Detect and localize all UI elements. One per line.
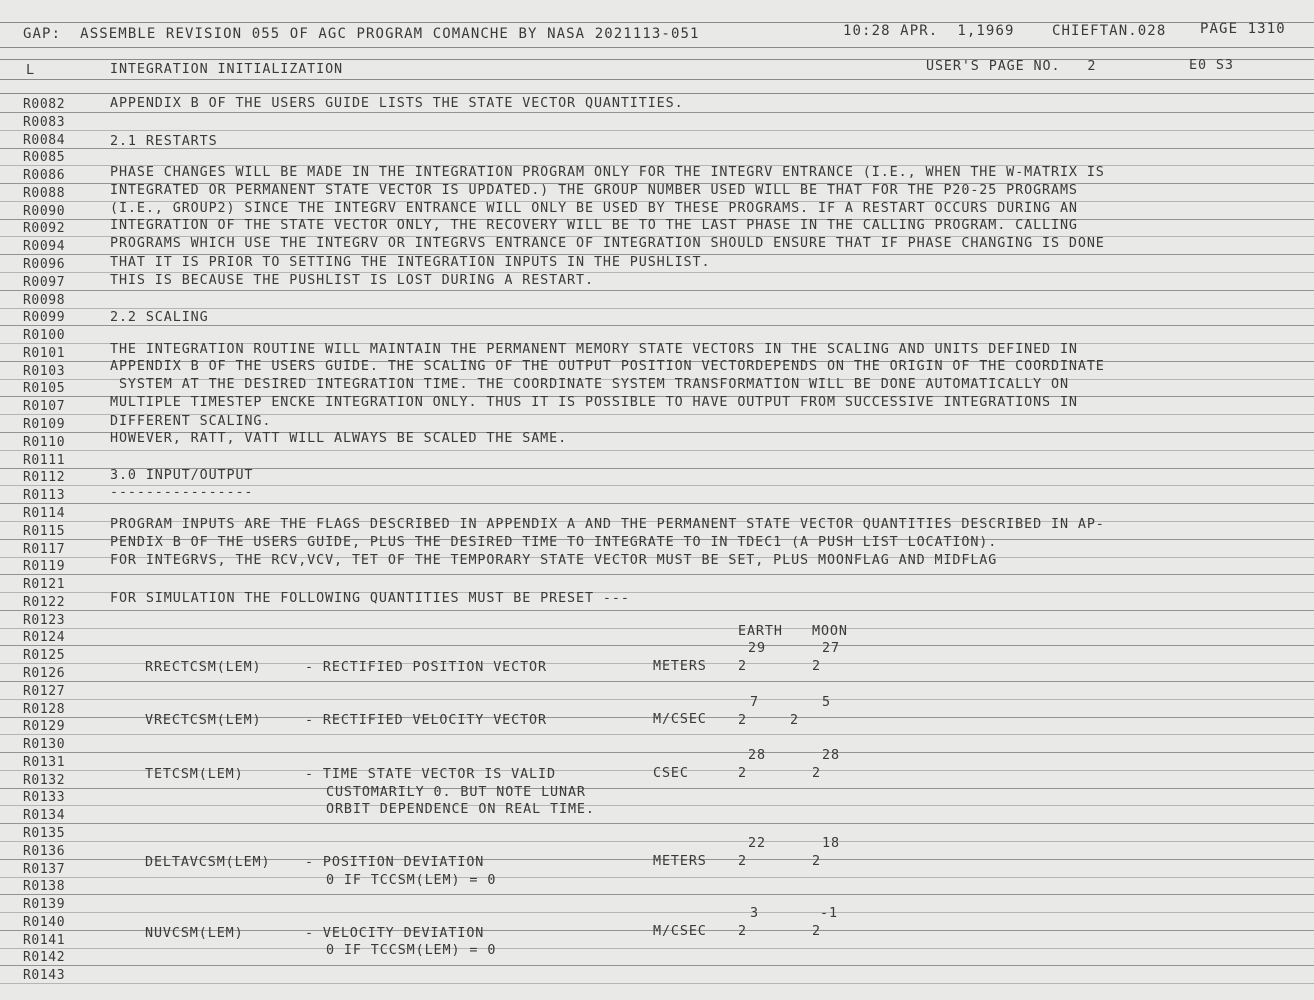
line-number: R0109 [23,417,66,432]
paper-rule [0,983,1314,984]
header-rule [0,79,1314,80]
variable-description: - TIME STATE VECTOR IS VALID [305,767,556,782]
variable-name: TETCSM(LEM) [145,767,244,782]
paper-rule [0,877,1314,878]
line-number: R0100 [23,328,66,343]
earth-base: 2 [738,924,747,939]
paper-rule [0,574,1314,575]
section-heading: 3.0 INPUT/OUTPUT [110,468,254,483]
body-line: PROGRAMS WHICH USE THE INTEGRV OR INTEGRVS ENTRANCE OF INTEGRATION SHOULD ENSURE THAT IF PHASE CHANGING IS DONE [110,236,1105,251]
variable-note: ORBIT DEPENDENCE ON REAL TIME. [326,802,595,817]
body-line: PHASE CHANGES WILL BE MADE IN THE INTEGRATION PROGRAM ONLY FOR THE INTEGRV ENTRANCE (I.E., WHEN THE W-MATRIX IS [110,165,1105,180]
header-tape-id: CHIEFTAN.028 [1052,23,1167,39]
variable-note: CUSTOMARILY 0. BUT NOTE LUNAR [326,785,586,800]
line-number: R0136 [23,844,66,859]
line-number: R0126 [23,666,66,681]
body-line: PENDIX B OF THE USERS GUIDE, PLUS THE DESIRED TIME TO INTEGRATE TO IN TDEC1 (A PUSH LIST LOCATION). [110,535,998,550]
line-number: R0119 [23,559,66,574]
unit: METERS [653,659,707,674]
moon-exponent: 28 [822,748,840,763]
line-number: R0130 [23,737,66,752]
line-number: R0135 [23,826,66,841]
earth-base: 2 [738,854,747,869]
paper-rule [0,503,1314,504]
body-line: (I.E., GROUP2) SINCE THE INTEGRV ENTRANCE WILL ONLY BE USED BY THESE PROGRAMS. IF A RESTART OCCURS DURING AN [110,201,1078,216]
body-line: FOR INTEGRVS, THE RCV,VCV, TET OF THE TEMPORARY STATE VECTOR MUST BE SET, PLUS MOONFLAG AND MIDFLAG [110,553,998,568]
heading-underline: ---------------- [110,485,254,500]
body-line: SYSTEM AT THE DESIRED INTEGRATION TIME. THE COORDINATE SYSTEM TRANSFORMATION WILL BE DONE AUTOMATICALLY ON [110,377,1069,392]
variable-description: - RECTIFIED POSITION VECTOR [305,660,547,675]
paper-rule [0,734,1314,735]
header-rule [0,93,1314,94]
paper-rule [0,628,1314,629]
body-line: THE INTEGRATION ROUTINE WILL MAINTAIN THE PERMANENT MEMORY STATE VECTORS IN THE SCALING AND UNITS DEFINED IN [110,342,1078,357]
header-rule [0,59,1314,60]
line-number: R0090 [23,204,66,219]
paper-rule [0,894,1314,895]
line-number: R0082 [23,97,66,112]
line-number: R0115 [23,524,66,539]
line-number: R0129 [23,719,66,734]
line-number: R0141 [23,933,66,948]
line-number: R0128 [23,702,66,717]
paper-rule [0,645,1314,646]
moon-base: 2 [790,713,799,728]
body-line: HOWEVER, RATT, VATT WILL ALWAYS BE SCALED THE SAME. [110,431,568,446]
column-header-moon: MOON [812,624,848,639]
variable-note: 0 IF TCCSM(LEM) = 0 [326,873,497,888]
paper-rule [0,290,1314,291]
header-page-number: PAGE 1310 [1200,21,1286,37]
earth-exponent: 28 [748,748,766,763]
moon-exponent: 27 [822,641,840,656]
earth-base: 2 [738,713,747,728]
line-number: R0105 [23,381,66,396]
line-number: R0132 [23,773,66,788]
line-number: R0140 [23,915,66,930]
header-program-line: GAP: ASSEMBLE REVISION 055 OF AGC PROGRAM COMANCHE BY NASA 2021113-051 [23,26,700,42]
line-number: R0103 [23,364,66,379]
line-number: R0111 [23,453,66,468]
body-line: PROGRAM INPUTS ARE THE FLAGS DESCRIBED IN APPENDIX A AND THE PERMANENT STATE VECTOR QUANTITIES DESCRIBED IN AP- [110,517,1105,532]
earth-exponent: 29 [748,641,766,656]
line-number: R0101 [23,346,66,361]
body-line: MULTIPLE TIMESTEP ENCKE INTEGRATION ONLY. THUS IT IS POSSIBLE TO HAVE OUTPUT FROM SUCCESSIVE INTEGRATIONS IN [110,395,1078,410]
line-number: R0107 [23,399,66,414]
line-number: R0083 [23,115,66,130]
variable-description: - POSITION DEVIATION [305,855,485,870]
line-number: R0088 [23,186,66,201]
moon-exponent: 18 [822,836,840,851]
variable-name: NUVCSM(LEM) [145,926,244,941]
variable-description: - RECTIFIED VELOCITY VECTOR [305,713,547,728]
moon-exponent: -1 [820,906,838,921]
variable-note: 0 IF TCCSM(LEM) = 0 [326,943,497,958]
line-number: R0098 [23,293,66,308]
body-line: APPENDIX B OF THE USERS GUIDE LISTS THE STATE VECTOR QUANTITIES. [110,96,684,111]
earth-exponent: 22 [748,836,766,851]
line-number: R0084 [23,133,66,148]
unit: CSEC [653,766,689,781]
line-number: R0110 [23,435,66,450]
line-number: R0127 [23,684,66,699]
section-heading: 2.2 SCALING [110,310,209,325]
line-number: R0124 [23,630,66,645]
paper-rule [0,450,1314,451]
line-number: R0125 [23,648,66,663]
line-number: R0122 [23,595,66,610]
paper-rule [0,948,1314,949]
unit: METERS [653,854,707,869]
paper-rule [0,912,1314,913]
body-line: FOR SIMULATION THE FOLLOWING QUANTITIES MUST BE PRESET --- [110,591,630,606]
line-number: R0112 [23,470,66,485]
line-number: R0092 [23,221,66,236]
line-number: R0096 [23,257,66,272]
body-line: DIFFERENT SCALING. [110,414,272,429]
line-number: R0085 [23,150,66,165]
paper-rule [0,112,1314,113]
unit: M/CSEC [653,924,707,939]
moon-base: 2 [812,854,821,869]
earth-base: 2 [738,766,747,781]
line-number: R0133 [23,790,66,805]
paper-rule [0,805,1314,806]
section-title: INTEGRATION INITIALIZATION [110,62,344,77]
moon-base: 2 [812,924,821,939]
paper-rule [0,841,1314,842]
line-number: R0086 [23,168,66,183]
body-line: APPENDIX B OF THE USERS GUIDE. THE SCALING OF THE OUTPUT POSITION VECTORDEPENDS ON THE ORIGIN OF THE COORDINATE [110,359,1105,374]
header-timestamp: 10:28 APR. 1,1969 [843,23,1015,39]
line-number: R0099 [23,310,66,325]
unit: M/CSEC [653,712,707,727]
moon-base: 2 [812,659,821,674]
variable-description: - VELOCITY DEVIATION [305,926,485,941]
users-page-number: USER'S PAGE NO. 2 [926,59,1097,74]
section-heading: 2.1 RESTARTS [110,134,218,149]
body-line: INTEGRATION OF THE STATE VECTOR ONLY, THE RECOVERY WILL BE TO THE LAST PHASE IN THE CALLING PROGRAM. CALLING [110,218,1078,233]
line-number: R0114 [23,506,66,521]
line-number: R0113 [23,488,66,503]
paper-rule [0,965,1314,966]
type-code: L [26,63,35,78]
moon-base: 2 [812,766,821,781]
paper-rule [0,788,1314,789]
variable-name: RRECTCSM(LEM) [145,660,262,675]
line-number: R0139 [23,897,66,912]
earth-exponent: 7 [750,695,759,710]
variable-name: VRECTCSM(LEM) [145,713,262,728]
paper-rule [0,130,1314,131]
body-line: THAT IT IS PRIOR TO SETTING THE INTEGRATION INPUTS IN THE PUSHLIST. [110,255,711,270]
paper-rule [0,308,1314,309]
paper-rule [0,699,1314,700]
body-line: THIS IS BECAUSE THE PUSHLIST IS LOST DURING A RESTART. [110,273,594,288]
revision-code: E0 S3 [1189,58,1234,73]
line-number: R0137 [23,862,66,877]
earth-exponent: 3 [750,906,759,921]
line-number: R0097 [23,275,66,290]
moon-exponent: 5 [822,695,831,710]
line-number: R0142 [23,950,66,965]
paper-rule [0,752,1314,753]
line-number: R0121 [23,577,66,592]
paper-rule [0,610,1314,611]
line-number: R0123 [23,613,66,628]
header-rule [0,47,1314,48]
line-number: R0117 [23,542,66,557]
column-header-earth: EARTH [738,624,783,639]
line-number: R0138 [23,879,66,894]
paper-rule [0,823,1314,824]
earth-base: 2 [738,659,747,674]
variable-name: DELTAVCSM(LEM) [145,855,271,870]
line-number: R0134 [23,808,66,823]
line-number: R0094 [23,239,66,254]
line-number: R0131 [23,755,66,770]
paper-rule [0,681,1314,682]
body-line: INTEGRATED OR PERMANENT STATE VECTOR IS UPDATED.) THE GROUP NUMBER USED WILL BE THAT FOR THE P20-25 PROGRAMS [110,183,1078,198]
line-number: R0143 [23,968,66,983]
